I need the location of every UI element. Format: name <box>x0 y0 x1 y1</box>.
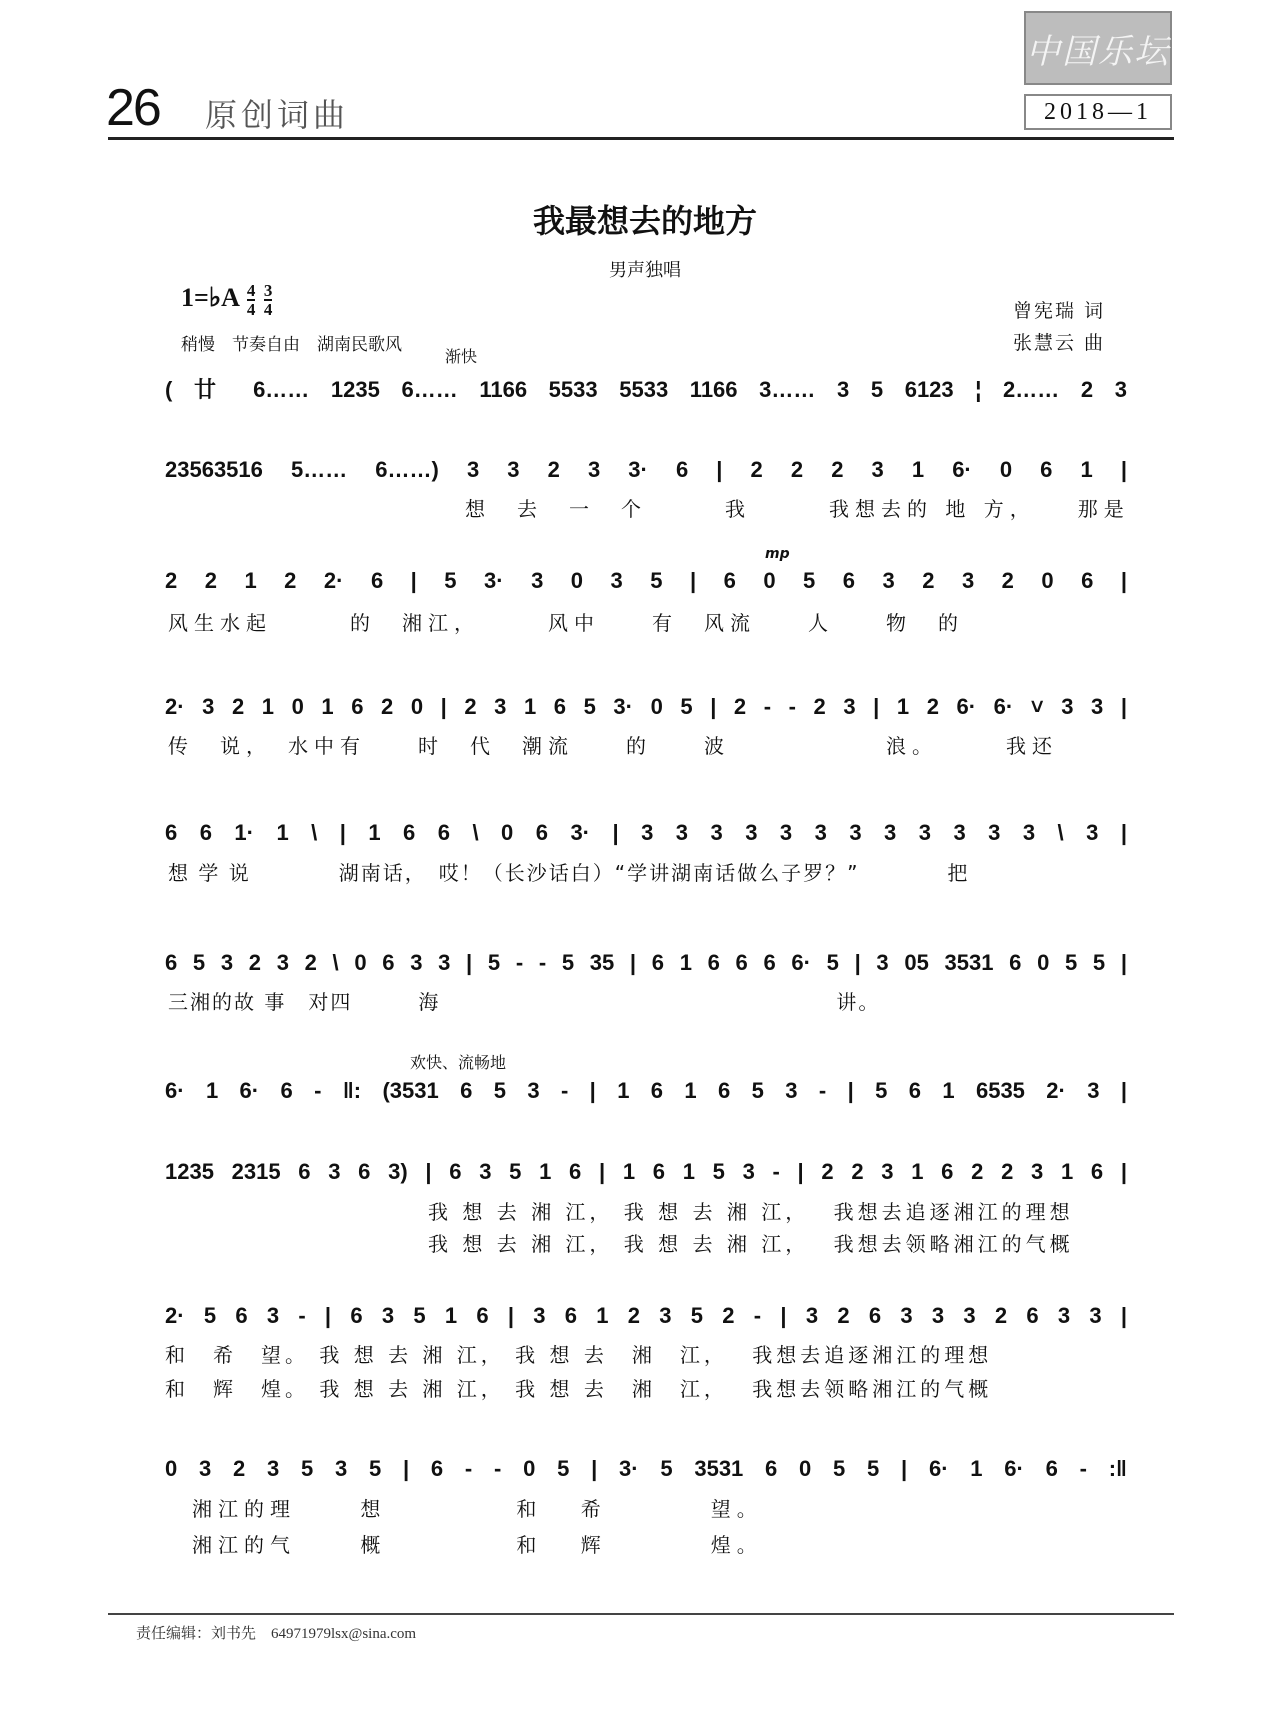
magazine-logo: 中国乐坛 <box>1024 11 1172 85</box>
dynamic-marking: mp <box>765 546 790 562</box>
notation-row: ( 廿 6…… 1235 6…… 1166 5533 5533 1166 3…… 3 5 6123 ¦ 2…… 2 3 <box>165 377 1127 402</box>
song-subtitle: 男声独唱 <box>609 260 681 281</box>
key-signature <box>181 282 272 318</box>
lyric-line: 传 说， 水中有 时 代 潮流 的 波 浪。 我还 <box>168 734 1058 758</box>
notation-row: 2 2 1 2 2· 6 | 5 3· 3 0 3 5 | 6 0 5 6 3 2 3 2 0 6 | <box>165 568 1127 593</box>
notation-row: 6· 1 6· 6 - ‖: (3531 6 5 3 - | 1 6 1 6 5 3 - | 5 6 1 6535 2· 3 | <box>165 1078 1127 1103</box>
lyric-line: 和 希 望。 我 想 去 湘 江， 我 想 去 湘 江， 我想去追逐湘江的理想 <box>165 1343 993 1367</box>
tempo-marking: 稍慢 节奏自由 湖南民歌风 <box>181 335 402 355</box>
lyric-line: 风生水起 的 湘江， 风中 有 风流 人 物 的 <box>168 611 964 635</box>
notation-row: 2· 5 6 3 - | 6 3 5 1 6 | 3 6 1 2 3 5 2 - | 3 2 6 3 3 3 2 6 3 3 | <box>165 1303 1127 1328</box>
lyric-line: 三湘的故 事 对四 海 讲。 <box>168 990 881 1014</box>
composer: 张慧云 曲 <box>1013 332 1106 354</box>
song-title: 我最想去的地方 <box>532 202 757 240</box>
time-signature: $\frac{3}{4}$ <box>263 281 273 319</box>
lyric-line: 和 辉 煌。 我 想 去 湘 江， 我 想 去 湘 江， 我想去领略湘江的气概 <box>165 1377 993 1401</box>
editor-credit: 责任编辑：刘书先 64971979lsx@sina.com <box>136 1626 417 1642</box>
notation-row: 23563516 5…… 6……) 3 3 2 3 3· 6 | 2 2 2 3 1 6· 0 6 1 | <box>165 457 1127 482</box>
lyric-line: 想 去 一 个 我 我想去的 地 方， 那是 <box>465 497 1130 521</box>
issue-number: 2018—1 <box>1024 94 1172 130</box>
notation-row: 0 3 2 3 5 3 5 | 6 - - 0 5 | 3· 5 3531 6 0 5 5 | 6· 1 6· 6 - :‖ <box>165 1456 1127 1481</box>
notation-row: 1235 2315 6 3 6 3) | 6 3 5 1 6 | 1 6 1 5 3 - | 2 2 3 1 6 2 2 3 1 6 | <box>165 1159 1127 1184</box>
lyricist: 曾宪瑞 词 <box>1013 300 1106 322</box>
lyric-line: 湘江的气 概 和 辉 煌。 <box>192 1533 763 1557</box>
notation-row: 6 6 1· 1 \ | 1 6 6 \ 0 6 3· | 3 3 3 3 3 3 3 3 3 3 3 3 \ 3 | <box>165 820 1127 845</box>
lyric-line: 湘江的理 想 和 希 望。 <box>192 1497 763 1521</box>
page-number: 26 <box>106 79 160 137</box>
accelerando-marking: 渐快 <box>445 347 478 366</box>
section-title: 原创词曲 <box>205 96 350 134</box>
lyric-line: 我 想 去 湘 江， 我 想 去 湘 江， 我想去追逐湘江的理想 <box>428 1200 1074 1224</box>
key-label: 1=♭A <box>181 282 239 312</box>
notation-row: 6 5 3 2 3 2 \ 0 6 3 3 | 5 - - 5 35 | 6 1 6 6 6 6· 5 | 3 05 3531 6 0 5 5 | <box>165 950 1127 975</box>
lyric-line: 我 想 去 湘 江， 我 想 去 湘 江， 我想去领略湘江的气概 <box>428 1232 1074 1256</box>
tempo-marking-lively: 欢快、流畅地 <box>410 1053 507 1072</box>
time-signature: $\frac{4}{4}$ <box>246 281 256 319</box>
header-rule <box>108 137 1174 140</box>
lyric-line: 想 学 说 湖南话， 哎！（长沙话白）“学讲湖南话做么子罗？” 把 <box>168 861 970 885</box>
notation-row: 2· 3 2 1 0 1 6 2 0 | 2 3 1 6 5 3· 0 5 | 2 - - 2 3 | 1 2 6· 6· ˅ 3 3 | <box>165 694 1127 719</box>
footer-rule <box>108 1613 1174 1615</box>
